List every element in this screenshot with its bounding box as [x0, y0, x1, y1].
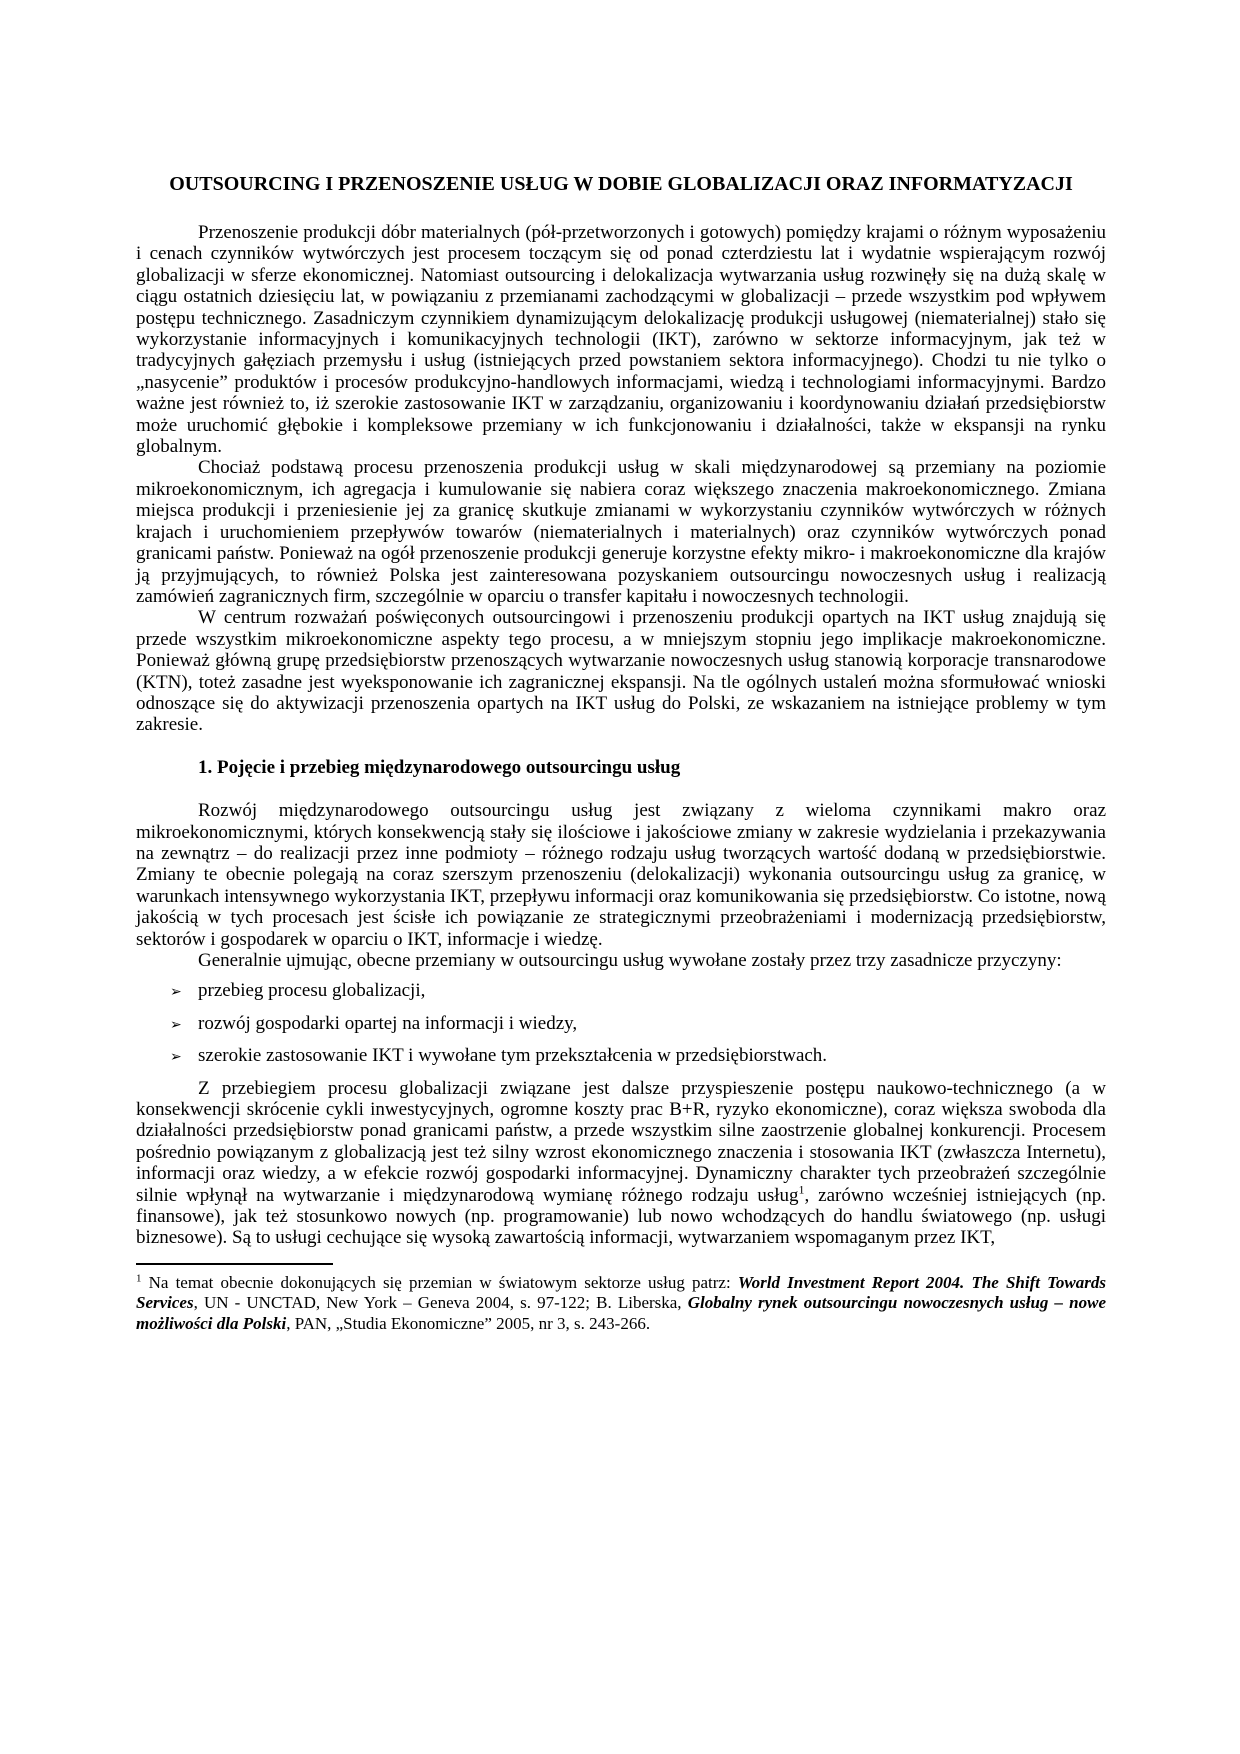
- bullet-item: [136, 980, 1106, 1003]
- arrow-bullet-icon: ➢: [170, 1049, 182, 1066]
- bullet-item: [136, 1045, 1106, 1068]
- bullet-item: [136, 1013, 1106, 1036]
- arrow-bullet-icon: ➢: [170, 1016, 182, 1033]
- bullet-text: szerokie zastosowanie IKT i wywołane tym przekształcenia w przedsiębiorstwach.: [198, 1045, 828, 1067]
- footnote: [136, 1273, 1106, 1335]
- paragraph-intro-3: W centrum rozważań poświęconych outsourcingowi i przenoszeniu produkcji opartych na IKT usług znajdują się przede wszystkim mikroekonomiczne aspekty tego procesu, a w mniejszym stopniu jego implikacje makroekonomiczne. Ponieważ główną grupę przedsiębiorstw przenoszących wytwarzanie nowoczesnych usług stanowią korporacje transnarodowe (KTN), toteż zasadne jest wyeksponowanie ich zagranicznej ekspansji. Na tle ogólnych ustaleń można sformułować wnioski odnoszące się do aktywizacji przenoszenia opartych na IKT usług do Polski, ze wskazaniem na istniejące problemy w tym zakresie.: [136, 607, 1106, 736]
- paragraph-section-3: [136, 1078, 1106, 1249]
- footnote-area: [136, 1263, 1106, 1335]
- document-title: OUTSOURCING I PRZENOSZENIE USŁUG W DOBIE GLOBALIZACJI ORAZ INFORMATYZACJI: [169, 173, 1073, 195]
- bullet-text: rozwój gospodarki opartej na informacji i wiedzy,: [198, 1012, 578, 1034]
- footnote-marker: 1: [136, 1272, 142, 1285]
- arrow-bullet-icon: ➢: [170, 984, 182, 1001]
- bullet-list: [136, 980, 1106, 1068]
- paragraph-section-1: Rozwój międzynarodowego outsourcingu usług jest związany z wieloma czynnikami makro oraz mikroekonomicznymi, których konsekwencją stały się ilościowe i jakościowe zmiany w zakresie wydzielania i przekazywania na zewnątrz – do realizacji przez inne podmioty – różnego rodzaju usług tworzących wartość dodaną w przedsiębiorstwie. Zmiany te obecnie polegają na coraz szerszym przenoszeniu (delokalizacji) wykonania outsourcingu usług za granicę, w warunkach intensywnego wykorzystania IKT, przepływu informacji oraz komunikowania się przedsiębiorstw. Co istotne, nową jakością w tych procesach jest ścisłe ich powiązanie ze strategicznymi przeobrażeniami i modernizacją przedsiębiorstw, sektorów i gospodarek w oparciu o IKT, informacje i wiedzę.: [136, 800, 1106, 950]
- paragraph-intro-1: Przenoszenie produkcji dóbr materialnych (pół-przetworzonych i gotowych) pomiędzy krajami o różnym wyposażeniu i cenach czynników wytwórczych jest procesem toczącym się od ponad czterdziestu lat i wydatnie wspierającym rozwój globalizacji w sferze ekonomicznej. Natomiast outsourcing i delokalizacja wytwarzania usług rozwinęły się na dużą skalę w ciągu ostatnich dziesięciu lat, w powiązaniu z przemianami zachodzącymi w globalizacji – przede wszystkim pod wpływem postępu technicznego. Zasadniczym czynnikiem dynamizującym delokalizację produkcji usługowej (niematerialnej) stało się wykorzystanie informacyjnych i komunikacyjnych technologii (IKT), zarówno w sektorze informacyjnym, jak też w tradycyjnych gałęziach przemysłu i usług (istniejących przed powstaniem sektora informacyjnego). Chodzi tu nie tylko o „nasycenie” produktów i procesów produkcyjno-handlowych informacjami, wiedzą i technologiami informacyjnymi. Bardzo ważne jest również to, iż szerokie zastosowanie IKT w zarządzaniu, organizowaniu i koordynowaniu działań przedsiębiorstw może uruchomić głębokie i kompleksowe przemiany w ich funkcjonowaniu i działalności, także w ekspansji na rynku globalnym.: [136, 222, 1106, 458]
- bullet-text: przebieg procesu globalizacji,: [198, 980, 426, 1002]
- paragraph-intro-2: Chociaż podstawą procesu przenoszenia produkcji usług w skali międzynarodowej są przemiany na poziomie mikroekonomicznym, ich agregacja i kumulowanie się nabiera coraz większego znaczenia makroekonomicznego. Zmiana miejsca produkcji i przeniesienie jej za granicę skutkuje zmianami w wykorzystaniu czynników wytwórczych w różnych krajach i uruchomieniem przepływów towarów (niematerialnych i materialnych) oraz czynników wytwórczych ponad granicami państw. Ponieważ na ogół przenoszenie produkcji generuje korzystne efekty mikro- i makroekonomiczne dla krajów ją przyjmujących, to również Polska jest zainteresowana pozyskaniem outsourcingu nowoczesnych usług i realizacją zamówień zagranicznych firm, szczególnie w oparciu o transfer kapitału i nowoczesnych technologii.: [136, 457, 1106, 607]
- footnote-citation-title: World Investment Report 2004. The Shift Towards Services: [136, 1272, 1106, 1313]
- footnote-separator: [136, 1263, 333, 1265]
- paragraph-text: , zarówno wcześniej istniejących (np. finansowe), jak też stosunkowo nowych (np. programowanie) lub nowo wchodzących do handlu światowego (np. usługi biznesowe). Są to usługi cechujące się wysoką zawartością informacji, wytwarzaniem wspomaganym przez IKT,: [136, 1184, 1107, 1249]
- footnote-citation-title: Globalny rynek outsourcingu nowoczesnych usług – nowe możliwości dla Polski: [136, 1293, 1106, 1334]
- footnote-text-run: , UN - UNCTAD, New York – Geneva 2004, s. 97-122; B. Liberska,: [193, 1293, 688, 1313]
- section-heading: 1. Pojęcie i przebieg międzynarodowego outsourcingu usług: [198, 756, 681, 778]
- footnote-reference: 1: [798, 1182, 805, 1197]
- footnote-text-run: , PAN, „Studia Ekonomiczne” 2005, nr 3, s. 243-266.: [286, 1314, 651, 1334]
- paragraph-text: Z przebiegiem procesu globalizacji związane jest dalsze przyspieszenie postępu naukowo-technicznego (a w konsekwencji skrócenie cykli inwestycyjnych, ogromne koszty prac B+R, ryzyko ekonomiczne), coraz większa swoboda dla działalności przedsiębiorstw ponad granicami państw, a przede wszystkim silne zaostrzenie globalnej konkurencji. Procesem pośrednio powiązanym z globalizacją jest też silny wzrost ekonomicznego znaczenia i stosowania IKT (zwłaszcza Internetu), informacji oraz wiedzy, a w efekcie rozwój gospodarki informacyjnej. Dynamiczny charakter tych przeobrażeń szczególnie silnie wpłynął na wytwarzanie i międzynarodową wymianę różnego rodzaju usług: [136, 1077, 1106, 1206]
- footnote-text-run: Na temat obecnie dokonujących się przemian w światowym sektorze usług patrz:: [141, 1272, 738, 1292]
- paragraph-section-2: Generalnie ujmując, obecne przemiany w outsourcingu usług wywołane zostały przez trzy zasadnicze przyczyny:: [198, 950, 1062, 971]
